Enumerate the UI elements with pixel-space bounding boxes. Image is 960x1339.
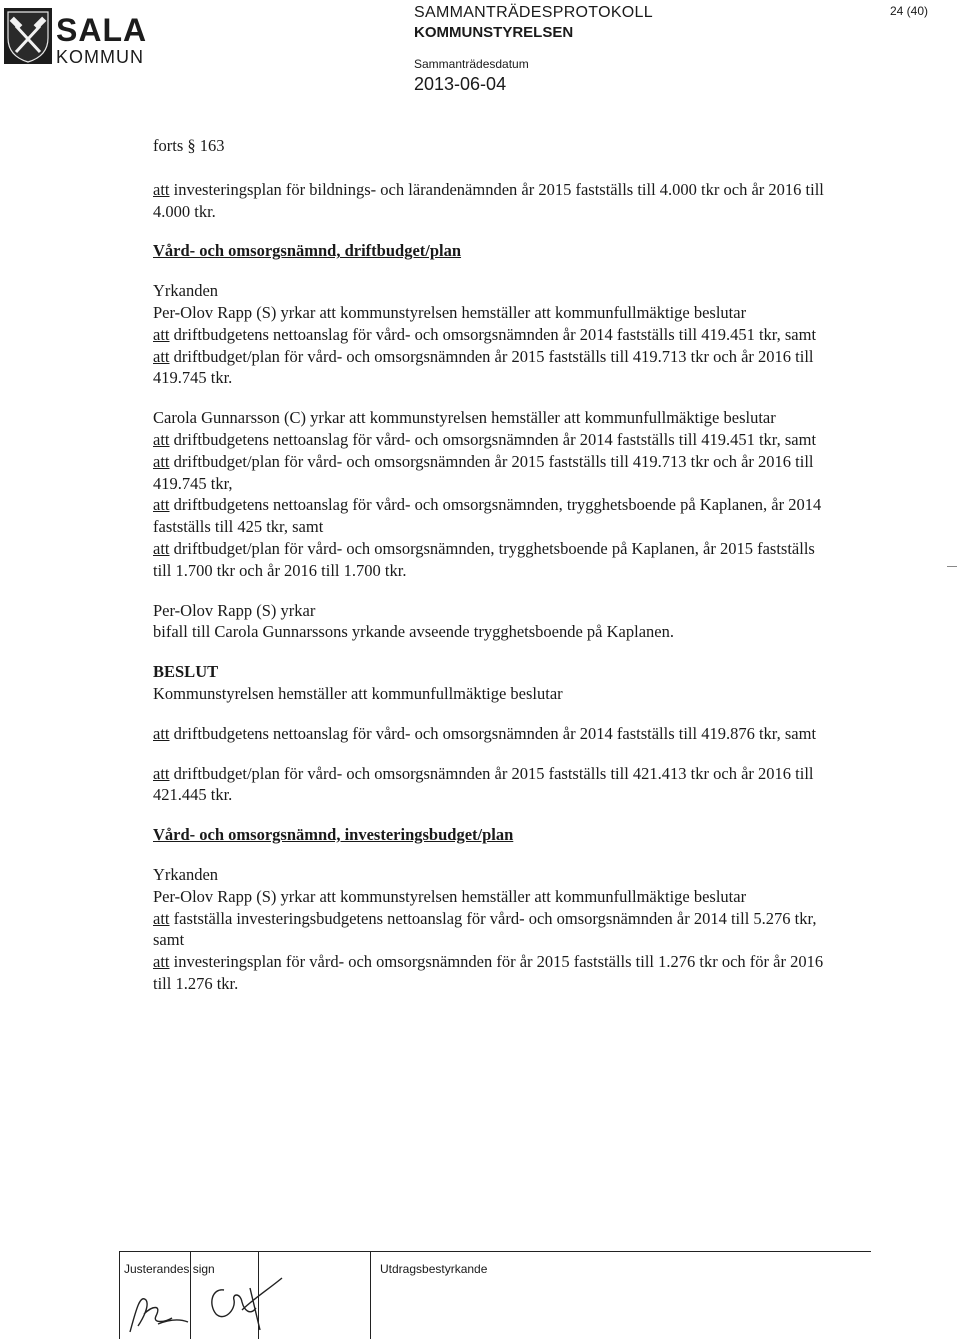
footer-divider [370,1251,371,1339]
logo-text [56,14,147,66]
att-clause: att fastställa investeringsbudgetens nettoanslag för vård- och omsorgsnämnden år 2014 till 5.276 tkr, samt [153,908,817,950]
att-clause: att driftbudgetens nettoanslag för vård- och omsorgsnämnden, trygghetsboende på Kaplanen, år 2014 fastställs till 425 tkr, samt [153,495,822,537]
committee-name: KOMMUNSTYRELSEN [414,24,574,41]
meeting-date-label: Sammanträdesdatum [414,57,529,71]
meeting-date: 2013-06-04 [414,74,507,94]
paragraph: att investeringsplan för bildnings- och lärandenämnden år 2015 fastställs till 4.000 tkr och år 2016 till 4.000 tkr. [153,179,824,221]
yrkanden-label: Yrkanden [153,281,219,301]
att-clause: att investeringsplan för vård- och omsorgsnämnden för år 2015 fastställs till 1.276 tkr och för år 2016 till 1.276 tkr. [153,952,824,993]
signature-initials-2 [190,1270,290,1338]
att-clause: att driftbudgetens nettoanslag för vård- och omsorgsnämnden år 2014 fastställs till 419.451 tkr, samt [153,324,817,344]
margin-mark [947,566,957,567]
att-clause: att driftbudget/plan för vård- och omsorgsnämnden år 2015 fastställs till 421.413 tkr och år 2016 till 421.445 tkr. [153,763,814,805]
protocol-body [153,135,833,995]
section-heading: Vård- och omsorgsnämnd, driftbudget/plan [153,241,462,261]
decision-heading: BESLUT [153,662,219,682]
logo-emblem [4,8,52,64]
document-type: SAMMANTRÄDESPROTOKOLL [414,4,653,21]
section-heading: Vård- och omsorgsnämnd, investeringsbudget/plan [153,825,514,845]
motion-intro: Per-Olov Rapp (S) yrkar att kommunstyrelsen hemställer att kommunfullmäktige beslutar [153,886,747,906]
motion-intro: Per-Olov Rapp (S) yrkar [153,600,316,620]
logo-subtitle: KOMMUN [56,47,144,67]
motion-intro: Per-Olov Rapp (S) yrkar att kommunstyrelsen hemställer att kommunfullmäktige beslutar [153,302,747,322]
section-reference: forts § 163 [153,136,225,155]
motion-text: bifall till Carola Gunnarssons yrkande avseende trygghetsboende på Kaplanen. [153,622,674,642]
page-number: 24 (40) [890,4,929,18]
att-clause: att driftbudgetens nettoanslag för vård- och omsorgsnämnden år 2014 fastställs till 419.451 tkr, samt [153,429,817,449]
extract-label: Utdragsbestyrkande [380,1262,488,1276]
signature-initials-1 [122,1280,192,1338]
att-clause: att driftbudget/plan för vård- och omsorgsnämnden, trygghetsboende på Kaplanen, år 2015 fastställs till 1.700 tkr och år 2016 till 1.700 tkr. [153,538,815,580]
logo-title: SALA [56,12,148,48]
att-clause: att driftbudgetens nettoanslag för vård- och omsorgsnämnden år 2014 fastställs till 419.876 tkr, samt [153,723,817,743]
att-clause: att driftbudget/plan för vård- och omsorgsnämnden år 2015 fastställs till 419.713 tkr och år 2016 till 419.745 tkr, [153,451,814,493]
sign-label: Justerandes sign [124,1262,215,1276]
footer-rule [119,1251,871,1252]
yrkanden-label: Yrkanden [153,864,219,884]
footer-divider [119,1251,120,1339]
motion-intro: Carola Gunnarsson (C) yrkar att kommunstyrelsen hemställer att kommunfullmäktige beslutar [153,408,776,428]
hammers-emblem-icon [4,8,52,64]
decision-intro: Kommunstyrelsen hemställer att kommunfullmäktige beslutar [153,683,563,703]
att-clause: att driftbudget/plan för vård- och omsorgsnämnden år 2015 fastställs till 419.713 tkr och år 2016 till 419.745 tkr. [153,346,814,388]
